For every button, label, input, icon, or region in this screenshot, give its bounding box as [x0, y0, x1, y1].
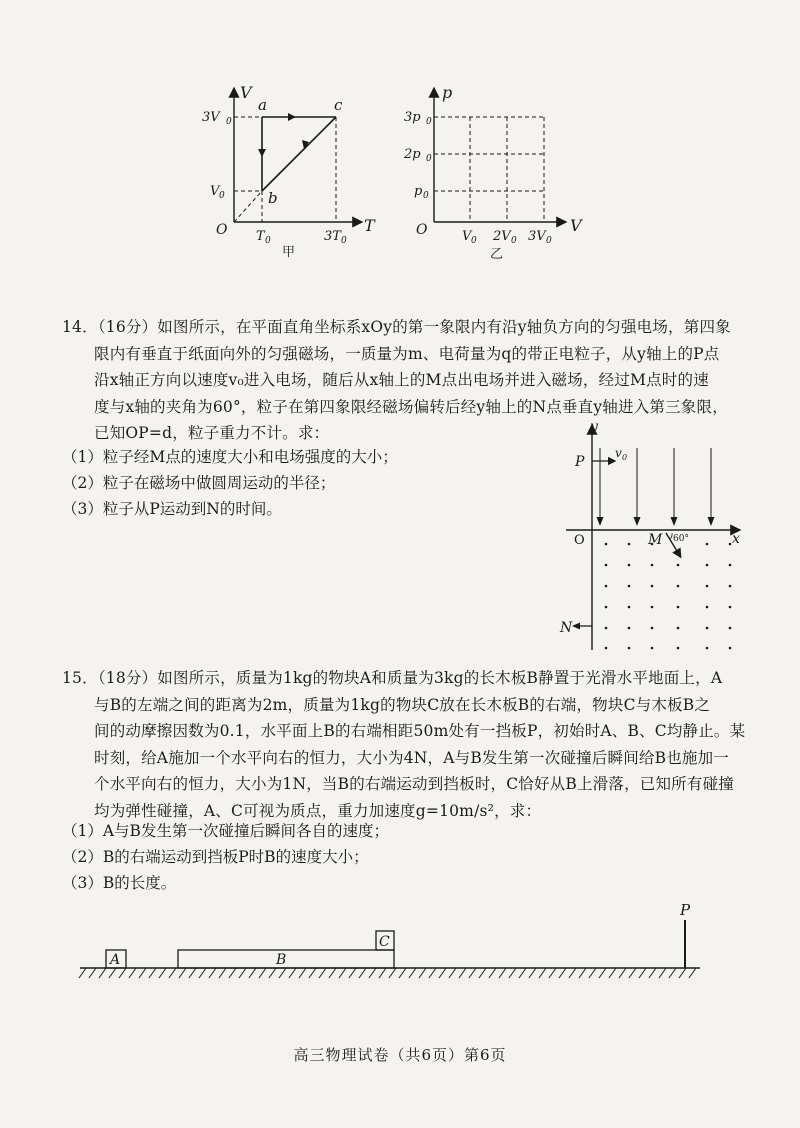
yi-tick-p0: p: [414, 184, 423, 199]
q14-line-2: 限内有垂直于纸面向外的匀强磁场，一质量为m、电荷量为q的带正电粒子，从y轴上的P点: [94, 344, 720, 363]
ground-hatch-mark: [309, 968, 316, 978]
jia-tick-3t0: 3T: [324, 229, 341, 244]
q14-fig-origin: O: [574, 533, 585, 548]
ground-hatch-mark: [239, 968, 246, 978]
ground-hatch-mark: [279, 968, 286, 978]
ground-hatch-mark: [679, 968, 686, 978]
ground-hatch-mark: [409, 968, 416, 978]
svg-text:0: 0: [511, 236, 517, 246]
jia-point-c: c: [334, 96, 343, 114]
jia-tick-3v0: 3V: [202, 110, 220, 125]
q14-fig-p-label: P: [575, 454, 585, 470]
q15-line-6: 均为弹性碰撞，A、C可视为质点，重力加速度g=10m/s²，求：: [94, 801, 542, 820]
jia-tick-t0: T: [256, 229, 265, 244]
ground-hatch-mark: [99, 968, 106, 978]
q15-sub-2: （2）B的右端运动到挡板P时B的速度大小；: [62, 848, 369, 866]
yi-origin: O: [416, 222, 428, 238]
svg-text:0: 0: [471, 236, 477, 246]
ground-hatch-mark: [129, 968, 136, 978]
ground-hatch-mark: [199, 968, 206, 978]
ground-hatch-mark: [469, 968, 476, 978]
q15-sub-1: （1）A与B发生第一次碰撞后瞬间各自的速度；: [62, 822, 389, 840]
q15-sub-3: （3）B的长度。: [62, 874, 177, 892]
ground-hatch-mark: [159, 968, 166, 978]
jia-point-b: b: [268, 189, 278, 207]
ground-hatch-mark: [139, 968, 146, 978]
ground-hatch-mark: [419, 968, 426, 978]
ground-hatch-mark: [389, 968, 396, 978]
ground-hatch-mark: [579, 968, 586, 978]
svg-text:0: 0: [423, 191, 429, 201]
ground-hatch-mark: [359, 968, 366, 978]
q15-line-2: 与B的左端之间的距离为2m，质量为1kg的物块C放在长木板B的右端，物块C与木板B之: [94, 695, 711, 714]
yi-tick-2v0: 2V: [493, 229, 511, 244]
ground-hatch-mark: [289, 968, 296, 978]
svg-text:0: 0: [546, 236, 552, 246]
ground-hatch-mark: [189, 968, 196, 978]
ground-hatch-mark: [429, 968, 436, 978]
yi-tick-2p0: 2p: [404, 147, 421, 162]
svg-text:0: 0: [426, 117, 432, 127]
ground-hatch-mark: [589, 968, 596, 978]
q14-sub-3: （3）粒子从P运动到N的时间。: [62, 500, 282, 518]
q14-fig-y-label: y: [590, 419, 598, 435]
ground-hatch-mark: [569, 968, 576, 978]
svg-text:0: 0: [426, 154, 432, 164]
ground-hatch-mark: [639, 968, 646, 978]
jia-tick-v0: V: [210, 184, 220, 199]
ground-hatch-mark: [109, 968, 116, 978]
ground-hatch-mark: [209, 968, 216, 978]
ground-hatch-mark: [179, 968, 186, 978]
q14-fig-m-label: M: [648, 532, 663, 548]
q15-line-3: 间的动摩擦因数为0.1，水平面上B的右端相距50m处有一挡板P，初始时A、B、C均静止。某: [94, 722, 746, 740]
svg-text:B: B: [276, 952, 287, 968]
q15-line-4: 时刻，给A施加一个水平向右的恒力，大小为4N，A与B发生第一次碰撞后瞬间给B也施加一: [94, 748, 729, 767]
ground-hatch-mark: [479, 968, 486, 978]
ground-hatch-mark: [439, 968, 446, 978]
q14-line-1: 14．（16分）如图所示，在平面直角坐标系xOy的第一象限内有沿y轴负方向的匀强电场，第四象: [62, 318, 731, 336]
yi-tick-3p0: 3p: [404, 110, 421, 125]
q14-fig-n-label: N: [560, 620, 573, 636]
ground-hatch-mark: [449, 968, 456, 978]
yi-p-axis-label: p: [442, 83, 453, 102]
ground-hatch-mark: [169, 968, 176, 978]
svg-text:0: 0: [265, 236, 271, 246]
ground-hatch-mark: [299, 968, 306, 978]
jia-v-axis-label: V: [240, 83, 252, 102]
ground-hatch-mark: [219, 968, 226, 978]
yi-v-axis-label: V: [570, 216, 582, 235]
ground-hatch-mark: [369, 968, 376, 978]
ground-hatch-mark: [459, 968, 466, 978]
q14-fig-angle: 60°: [673, 534, 689, 544]
ground-hatch-mark: [669, 968, 676, 978]
svg-text:0: 0: [226, 117, 232, 127]
jia-origin: O: [216, 222, 228, 238]
ground-hatch-mark: [489, 968, 496, 978]
ground-hatch-mark: [79, 968, 86, 978]
ground-hatch-mark: [599, 968, 606, 978]
ground-hatch-mark: [259, 968, 266, 978]
ground-hatch-mark: [119, 968, 126, 978]
q14-sub-1: （1）粒子经M点的速度大小和电场强度的大小；: [62, 448, 398, 466]
yi-caption: 乙: [490, 247, 504, 262]
page-footer: 高三物理试卷（共6页）第6页: [293, 1046, 507, 1064]
q14-sub-2: （2）粒子在磁场中做圆周运动的半径；: [62, 474, 336, 492]
ground-hatch-mark: [629, 968, 636, 978]
ground-hatch-mark: [519, 968, 526, 978]
q14-line-3: 沿x轴正方向以速度v₀进入电场，随后从x轴上的M点出电场并进入磁场，经过M点时的速: [94, 371, 709, 389]
ground-hatch-mark: [399, 968, 406, 978]
ground-hatch-mark: [319, 968, 326, 978]
q14-fig-x-label: x: [732, 531, 740, 547]
ground-hatch-mark: [149, 968, 156, 978]
ground-hatch-mark: [539, 968, 546, 978]
svg-text:P: P: [680, 901, 691, 919]
svg-text:0: 0: [622, 453, 628, 462]
svg-text:0: 0: [341, 236, 347, 246]
ground-hatch-mark: [269, 968, 276, 978]
ground-hatch-mark: [619, 968, 626, 978]
ground-hatch-mark: [559, 968, 566, 978]
ground-hatch-mark: [89, 968, 96, 978]
svg-text:C: C: [379, 934, 390, 950]
jia-t-axis-label: T: [364, 216, 375, 235]
q14-line-5: 已知OP=d，粒子重力不计。求：: [94, 424, 330, 442]
svg-text:0: 0: [219, 191, 225, 201]
ground-hatch-mark: [379, 968, 386, 978]
yi-tick-3v0: 3V: [528, 229, 546, 244]
ground-hatch-mark: [689, 968, 696, 978]
q14-fig-v0-label: v: [615, 446, 622, 460]
ground-hatch-mark: [249, 968, 256, 978]
ground-hatch-mark: [529, 968, 536, 978]
jia-point-a: a: [258, 96, 267, 114]
ground-hatch-mark: [649, 968, 656, 978]
yi-tick-v0: V: [462, 229, 472, 244]
q15-line-1: 15．（18分）如图所示，质量为1kg的物块A和质量为3kg的长木板B静置于光滑水平地面上，A: [62, 669, 723, 687]
ground-hatch-mark: [609, 968, 616, 978]
ground-hatch-mark: [339, 968, 346, 978]
ground-hatch-mark: [229, 968, 236, 978]
ground-hatch-mark: [349, 968, 356, 978]
q15-line-5: 个水平向右的恒力，大小为1N，当B的右端运动到挡板时，C恰好从B上滑落，已知所有碰撞: [94, 775, 734, 793]
ground-hatch-mark: [509, 968, 516, 978]
ground-hatch-mark: [659, 968, 666, 978]
ground-hatch-mark: [329, 968, 336, 978]
ground-hatch-mark: [499, 968, 506, 978]
jia-caption: 甲: [282, 245, 296, 260]
ground-hatch-mark: [549, 968, 556, 978]
q14-line-4: 度与x轴的夹角为60°，粒子在第四象限经磁场偏转后经y轴上的N点垂直y轴进入第三象限，: [94, 397, 728, 416]
svg-text:A: A: [110, 952, 121, 968]
